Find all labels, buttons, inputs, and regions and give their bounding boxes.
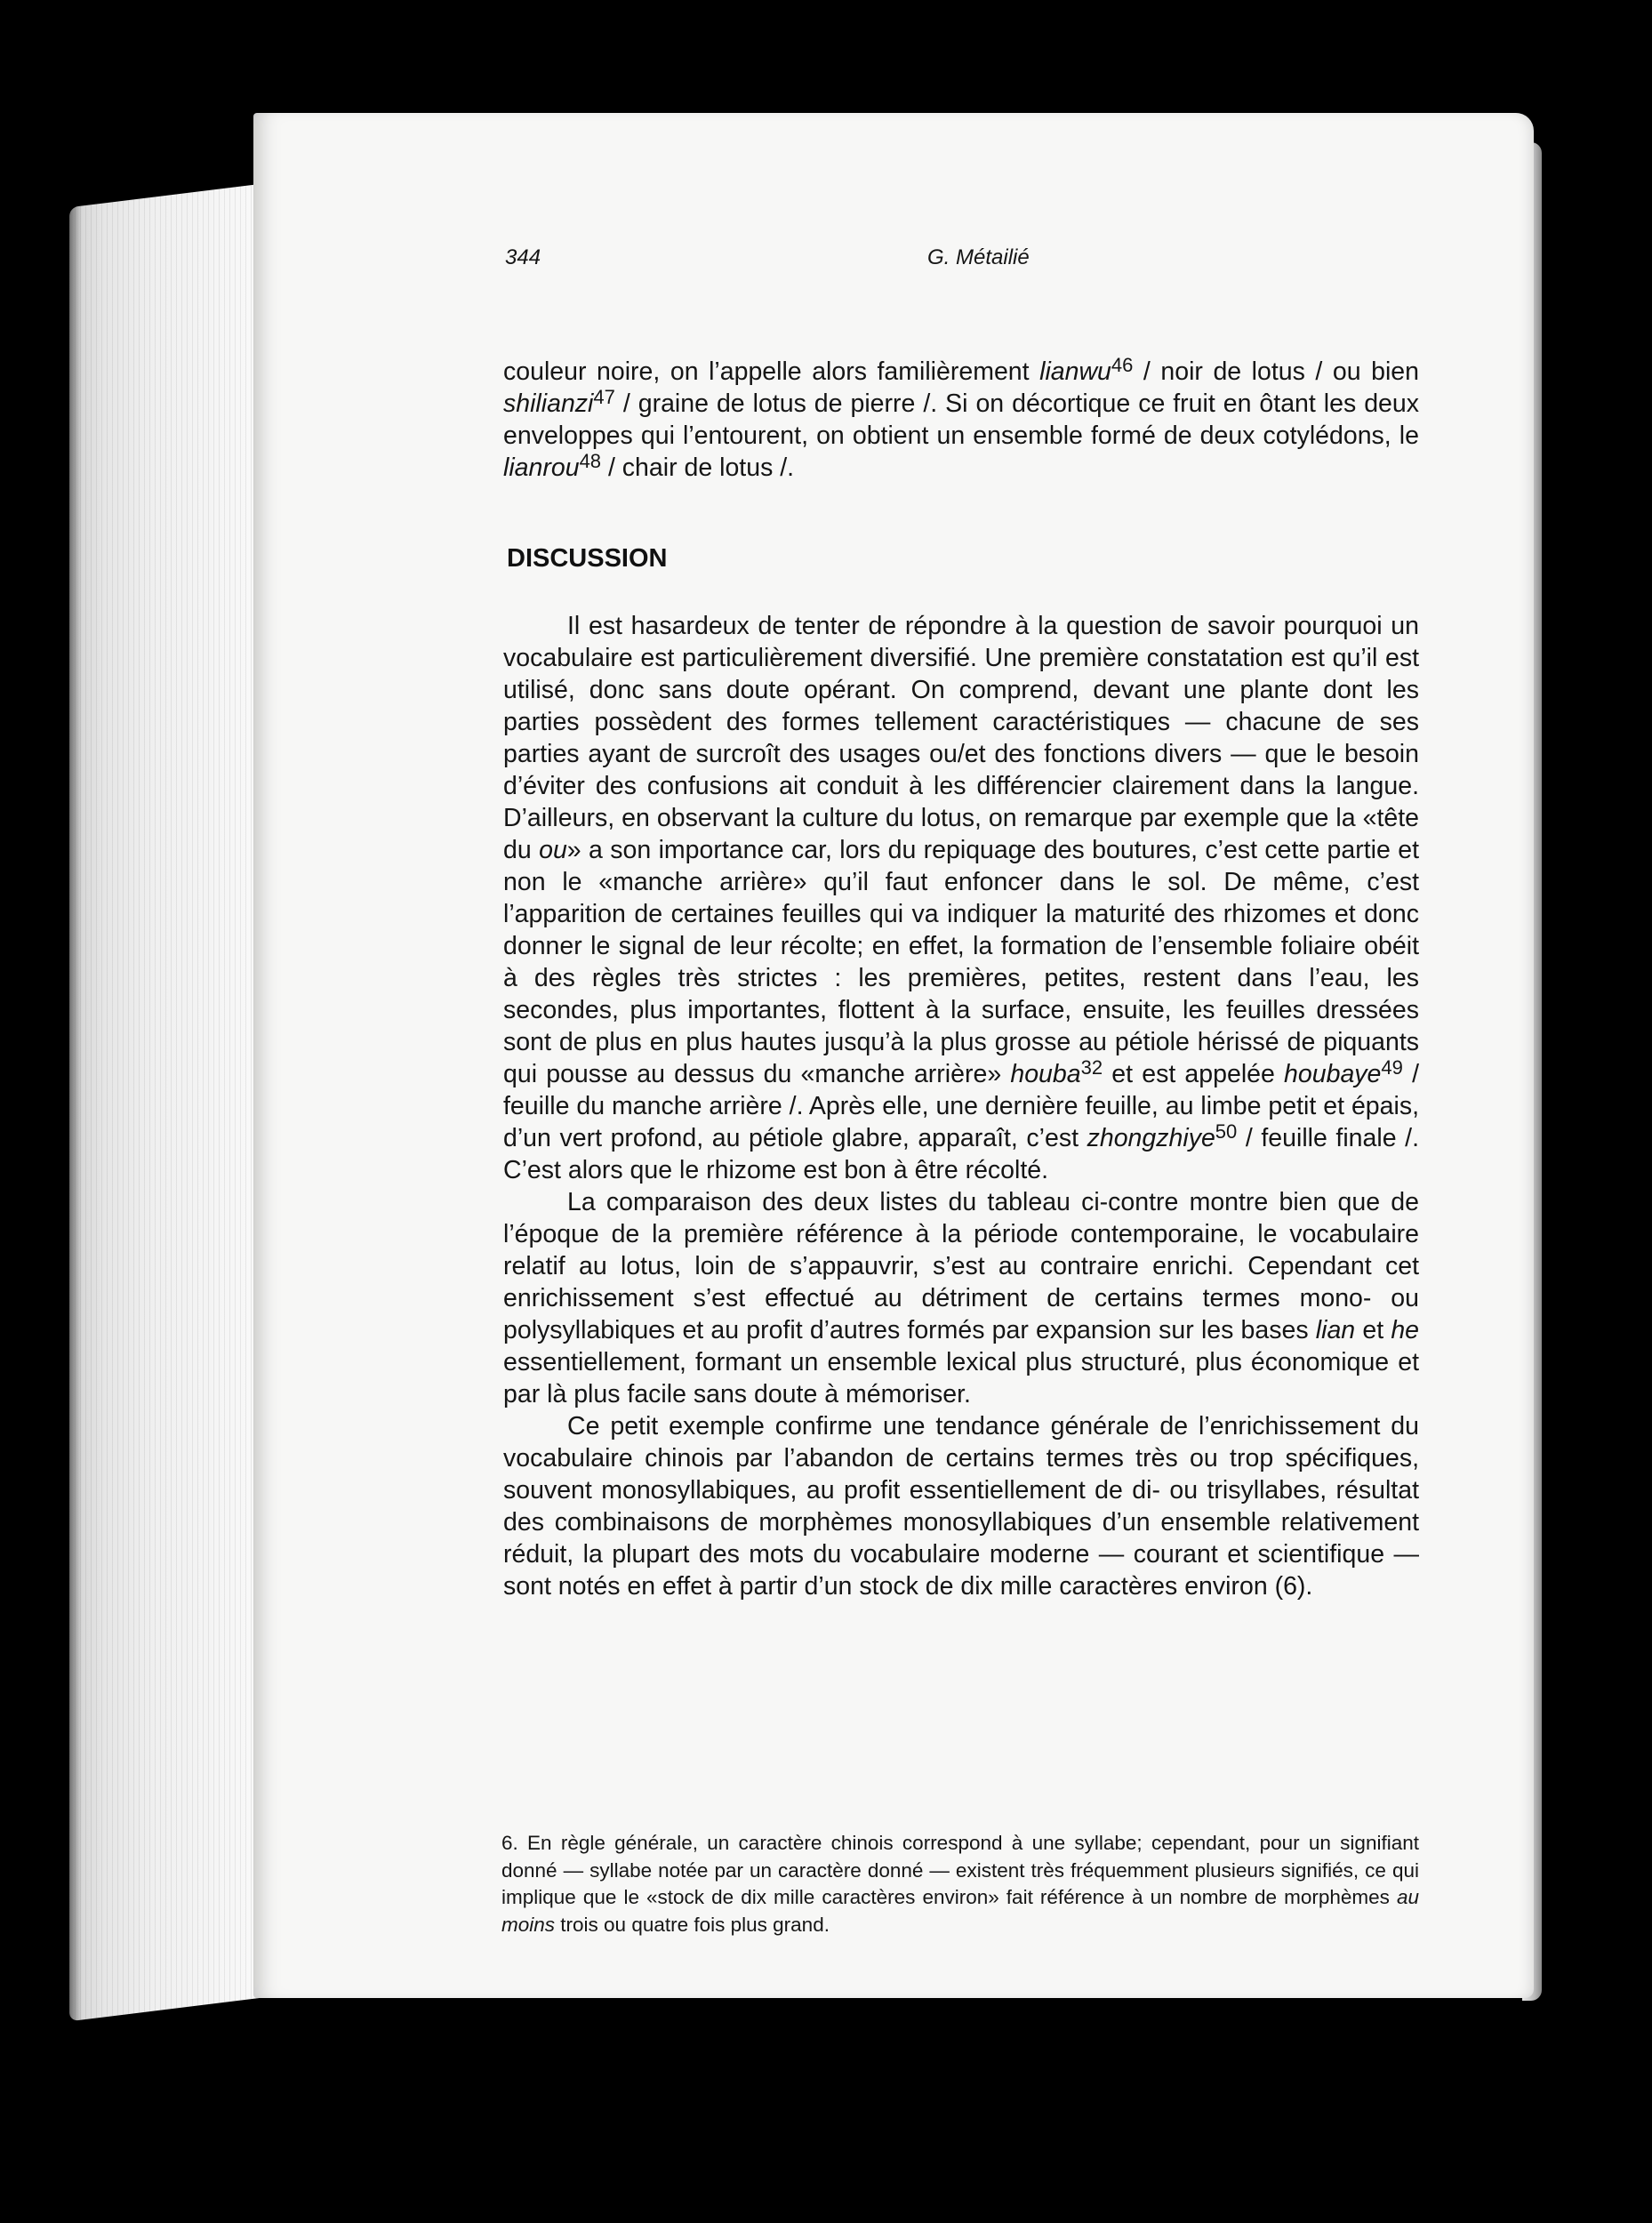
emphasis: au moins [501,1886,1419,1936]
text-run: La comparaison des deux listes du tableau ci-contre montre bien que de l’époque de la première référence à la période contemporaine, le vocabulaire relatif au lotus, loin de s’appauvrir, s’est au contraire enrichi. Cependant cet enrichissement s’est effectué au détriment de certains termes mono- ou polysyllabiques et au profit d’autres formés par expansion sur les bases [503,1188,1419,1344]
chinese-term: shilianzi [503,389,594,418]
text-run: / feuille du manche arrière /. Après elle, une dernière feuille, au limbe petit et épais, d’un vert profond, au pétiole glabre, apparaît, c’est [503,1060,1419,1152]
note-reference: 50 [1215,1120,1238,1143]
section-heading: DISCUSSION [507,544,668,573]
footnote [501,1830,1419,1938]
chinese-term: lianrou [503,453,580,482]
note-reference: 49 [1381,1056,1403,1079]
running-author: G. Métailié [927,245,1030,269]
text-run: » a son importance car, lors du repiquage des boutures, c’est cette partie et non le «manche arrière» qu’il faut enfoncer dans le sol. De même, c’est l’apparition de certaines feuilles qui va indiquer la maturité des rhizomes et donc donner le signal de leur récolte; en effet, la formation de l’ensemble foliaire obéit à des règles très strictes : les premières, petites, restent dans l’eau, les secondes, plus importantes, flottent à la surface, ensuite, les feuilles dressées sont de plus en plus hautes jusqu’à la plus grosse au pétiole hérissé de piquants qui pousse au dessus du «manche arrière» [503,836,1419,1088]
text-run: essentiellement, formant un ensemble lexical plus structuré, plus économique et par là plus facile sans doute à mémoriser. [503,1348,1419,1408]
text-run: trois ou quatre fois plus grand. [555,1913,830,1936]
paragraph [503,356,1419,484]
note-reference: 32 [1080,1056,1103,1079]
chinese-term: houbaye [1284,1060,1382,1088]
book-page-stack [69,182,274,2021]
chinese-term: zhongzhiye [1087,1124,1215,1152]
paragraph [503,610,1419,1186]
chinese-term: lian [1315,1316,1356,1344]
text-run: / feuille finale /. C’est alors que le rhizome est bon à être récolté. [503,1124,1419,1184]
discussion-body [503,610,1419,1602]
text-run: Il est hasardeux de tenter de répondre à la question de savoir pourquoi un vocabulaire est particulièrement diversifié. Une première constatation est qu’il est utilisé, donc sans doute opérant. On comprend, devant une plante dont les parties possèdent des formes tellement caractéristiques — chacune de ses parties ayant de surcroît des usages ou/et des fonctions divers — que le besoin d’éviter des confusions ait conduit à les différencier clairement dans la langue. D’ailleurs, en observant la culture du lotus, on remarque par exemple que la «tête du [503,612,1419,864]
text-run: / chair de lotus /. [601,453,795,482]
paragraph: Ce petit exemple confirme une tendance générale de l’enrichissement du vocabulaire chinois par l’abandon de certains termes très ou trop spécifiques, souvent monosyllabiques, au profit essentiellement de di- ou trisyllabes, résultat des combinaisons de morphèmes monosyllabiques d’un ensemble relativement réduit, la plupart des mots du vocabulaire moderne — courant et scientifique — sont notés en effet à partir d’un stock de dix mille caractères environ (6). [503,1412,1419,1601]
chinese-term: lianwu [1039,357,1111,386]
note-reference: 48 [579,450,602,472]
page-edges [69,182,274,2021]
paragraph [503,1186,1419,1410]
chinese-term: ou [539,836,567,864]
text-run: couleur noire, on l’appelle alors familièrement [503,357,1040,386]
running-header [505,245,1421,276]
note-reference: 46 [1111,354,1134,376]
text-run: / graine de lotus de pierre /. Si on décortique ce fruit en ôtant les deux enveloppes qui l’entourent, on obtient un ensemble formé de deux cotylédons, le [503,389,1419,450]
page-number: 344 [505,245,541,269]
intro-paragraph [503,356,1419,484]
text-run: / noir de lotus / ou bien [1133,357,1419,386]
text-run: et est appelée [1103,1060,1285,1088]
text-run: 6. En règle générale, un caractère chinois correspond à une syllabe; cependant, pour un signifiant donné — syllabe notée par un caractère donné — existent très fréquemment plusieurs signifiés, ce qui implique que le «stock de dix mille caractères environ» fait référence à un nombre de morphèmes [501,1832,1419,1908]
chinese-term: he [1391,1316,1420,1344]
text-run: et [1355,1316,1391,1344]
note-reference: 47 [593,386,615,408]
chinese-term: houba [1010,1060,1081,1088]
